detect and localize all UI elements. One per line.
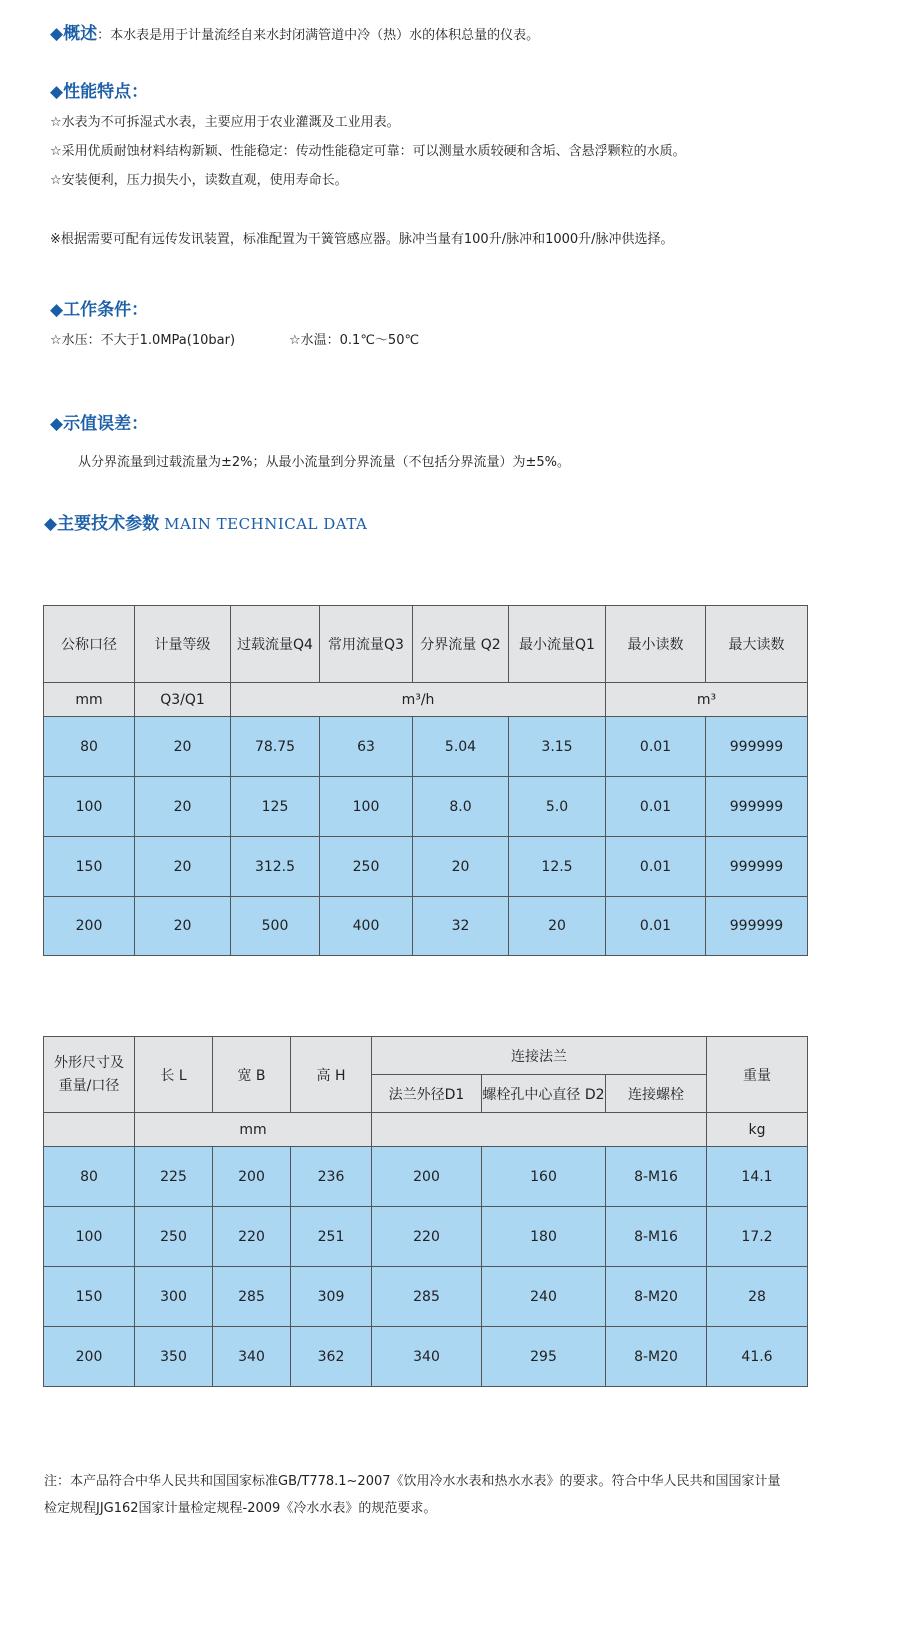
table-cell: 100 [44, 777, 135, 837]
table-cell: 312.5 [231, 837, 320, 897]
table-row [44, 717, 808, 777]
table-cell: 5.0 [509, 777, 606, 837]
header-cell: 分界流量 Q2 [413, 606, 509, 683]
table-unit-row [44, 1113, 808, 1147]
header-cell: 法兰外径D1 [372, 1075, 482, 1113]
table-cell: 400 [320, 897, 413, 956]
table-cell: 200 [372, 1147, 482, 1207]
table-cell: 285 [372, 1267, 482, 1327]
technical-heading-row [44, 509, 367, 534]
table-cell: 240 [482, 1267, 606, 1327]
table-cell: 340 [213, 1327, 291, 1387]
table-row [44, 1267, 808, 1327]
table-cell: 17.2 [707, 1207, 808, 1267]
table-cell: 20 [135, 837, 231, 897]
table-cell: 999999 [706, 717, 808, 777]
temperature-condition: ☆水温：0.1℃～50℃ [289, 333, 420, 348]
table-cell: 220 [372, 1207, 482, 1267]
table-cell: 250 [320, 837, 413, 897]
table-cell: 8-M16 [606, 1207, 707, 1267]
error-heading: ◆示值误差： [50, 414, 149, 434]
features-heading: ◆性能特点： [50, 82, 149, 102]
table-cell: 3.15 [509, 717, 606, 777]
table-row [44, 1147, 808, 1207]
standards-note-line1: 注：本产品符合中华人民共和国国家标准GB/T778.1~2007《饮用冷水水表和热水水表》的要求。符合中华人民共和国国家计量 [44, 1474, 781, 1489]
table-cell: 100 [44, 1207, 135, 1267]
table-cell: 362 [291, 1327, 372, 1387]
table-cell: 200 [44, 897, 135, 956]
table-cell: 8-M16 [606, 1147, 707, 1207]
overview-section [50, 19, 539, 44]
header-cell [44, 1037, 135, 1113]
table-row [44, 777, 808, 837]
table-cell: 28 [707, 1267, 808, 1327]
conditions-heading: ◆工作条件： [50, 300, 149, 320]
table-cell: 200 [44, 1327, 135, 1387]
header-cell: 螺栓孔中心直径 D2 [482, 1075, 606, 1113]
standards-note-line2: 检定规程JJG162国家计量检定规程-2009《冷水水表》的规范要求。 [44, 1501, 437, 1516]
table-cell: 999999 [706, 777, 808, 837]
header-cell: 最小读数 [606, 606, 706, 683]
table-cell: 8-M20 [606, 1327, 707, 1387]
table-row [44, 837, 808, 897]
table-cell: 63 [320, 717, 413, 777]
table-cell: 0.01 [606, 717, 706, 777]
table-row [44, 1327, 808, 1387]
header-cell: 过载流量Q4 [231, 606, 320, 683]
table-unit-row [44, 683, 808, 717]
table-cell: 8-M20 [606, 1267, 707, 1327]
feature-item: ☆水表为不可拆湿式水表，主要应用于农业灌溉及工业用表。 [50, 115, 400, 130]
unit-cell [44, 1113, 135, 1147]
table-cell: 251 [291, 1207, 372, 1267]
table-cell: 200 [213, 1147, 291, 1207]
table-cell: 20 [413, 837, 509, 897]
dimension-header-line1: 外形尺寸及 [54, 1054, 124, 1071]
overview-text: ：本水表是用于计量流经自来水封闭满管道中冷（热）水的体积总量的仪表。 [97, 28, 540, 43]
header-cell: 最大读数 [706, 606, 808, 683]
table-cell: 8.0 [413, 777, 509, 837]
table-cell: 309 [291, 1267, 372, 1327]
table-cell: 285 [213, 1267, 291, 1327]
table-cell: 295 [482, 1327, 606, 1387]
table-header-row [44, 1037, 808, 1075]
overview-heading: ◆概述 [50, 24, 98, 44]
table-cell: 999999 [706, 837, 808, 897]
technical-heading: ◆主要技术参数 [44, 514, 160, 534]
table-cell: 20 [135, 897, 231, 956]
table-cell: 14.1 [707, 1147, 808, 1207]
table-cell: 340 [372, 1327, 482, 1387]
table-cell: 300 [135, 1267, 213, 1327]
table-cell: 20 [135, 777, 231, 837]
header-cell: 公称口径 [44, 606, 135, 683]
table-cell: 0.01 [606, 837, 706, 897]
unit-cell: mm [135, 1113, 372, 1147]
header-cell: 连接法兰 [372, 1037, 707, 1075]
dimension-header-line2: 重量/口径 [58, 1077, 120, 1094]
feature-item: ☆采用优质耐蚀材料结构新颖、性能稳定：传动性能稳定可靠：可以测量水质较硬和含垢、含悬浮颗粒的水质。 [50, 144, 686, 159]
table-row [44, 897, 808, 956]
table-cell: 150 [44, 1267, 135, 1327]
header-cell: 计量等级 [135, 606, 231, 683]
table-header-row [44, 606, 808, 683]
table-cell: 160 [482, 1147, 606, 1207]
unit-cell [372, 1113, 707, 1147]
table-cell: 20 [135, 717, 231, 777]
table-cell: 100 [320, 777, 413, 837]
technical-heading-en: MAIN TECHNICAL DATA [164, 515, 368, 533]
table-cell: 180 [482, 1207, 606, 1267]
header-cell: 长 L [135, 1037, 213, 1113]
pressure-condition: ☆水压：不大于1.0MPa(10bar) [50, 333, 236, 348]
table-cell: 125 [231, 777, 320, 837]
unit-cell: m³/h [231, 683, 606, 717]
table-cell: 78.75 [231, 717, 320, 777]
table-cell: 32 [413, 897, 509, 956]
features-remark: ※根据需要可配有远传发讯装置，标准配置为干簧管感应器。脉冲当量有100升/脉冲和1000升/脉冲供选择。 [50, 232, 674, 247]
table-cell: 0.01 [606, 777, 706, 837]
table-cell: 0.01 [606, 897, 706, 956]
table-cell: 80 [44, 717, 135, 777]
header-cell: 连接螺栓 [606, 1075, 707, 1113]
table-cell: 236 [291, 1147, 372, 1207]
feature-item: ☆安装便利，压力损失小，读数直观，使用寿命长。 [50, 173, 348, 188]
error-text: 从分界流量到过载流量为±2%；从最小流量到分界流量（不包括分界流量）为±5%。 [78, 455, 571, 470]
table-cell: 220 [213, 1207, 291, 1267]
header-cell: 最小流量Q1 [509, 606, 606, 683]
table-cell: 250 [135, 1207, 213, 1267]
header-cell: 高 H [291, 1037, 372, 1113]
table-cell: 41.6 [707, 1327, 808, 1387]
header-cell: 宽 B [213, 1037, 291, 1113]
table-cell: 80 [44, 1147, 135, 1207]
technical-data-table [43, 605, 808, 956]
table-cell: 500 [231, 897, 320, 956]
table-cell: 12.5 [509, 837, 606, 897]
table-cell: 999999 [706, 897, 808, 956]
header-cell: 常用流量Q3 [320, 606, 413, 683]
dimensions-table [43, 1036, 808, 1387]
unit-cell: mm [44, 683, 135, 717]
table-cell: 350 [135, 1327, 213, 1387]
table-cell: 20 [509, 897, 606, 956]
table-row [44, 1207, 808, 1267]
unit-cell: m³ [606, 683, 808, 717]
header-cell: 重量 [707, 1037, 808, 1113]
table-cell: 225 [135, 1147, 213, 1207]
unit-cell: Q3/Q1 [135, 683, 231, 717]
table-cell: 150 [44, 837, 135, 897]
unit-cell: kg [707, 1113, 808, 1147]
table-cell: 5.04 [413, 717, 509, 777]
